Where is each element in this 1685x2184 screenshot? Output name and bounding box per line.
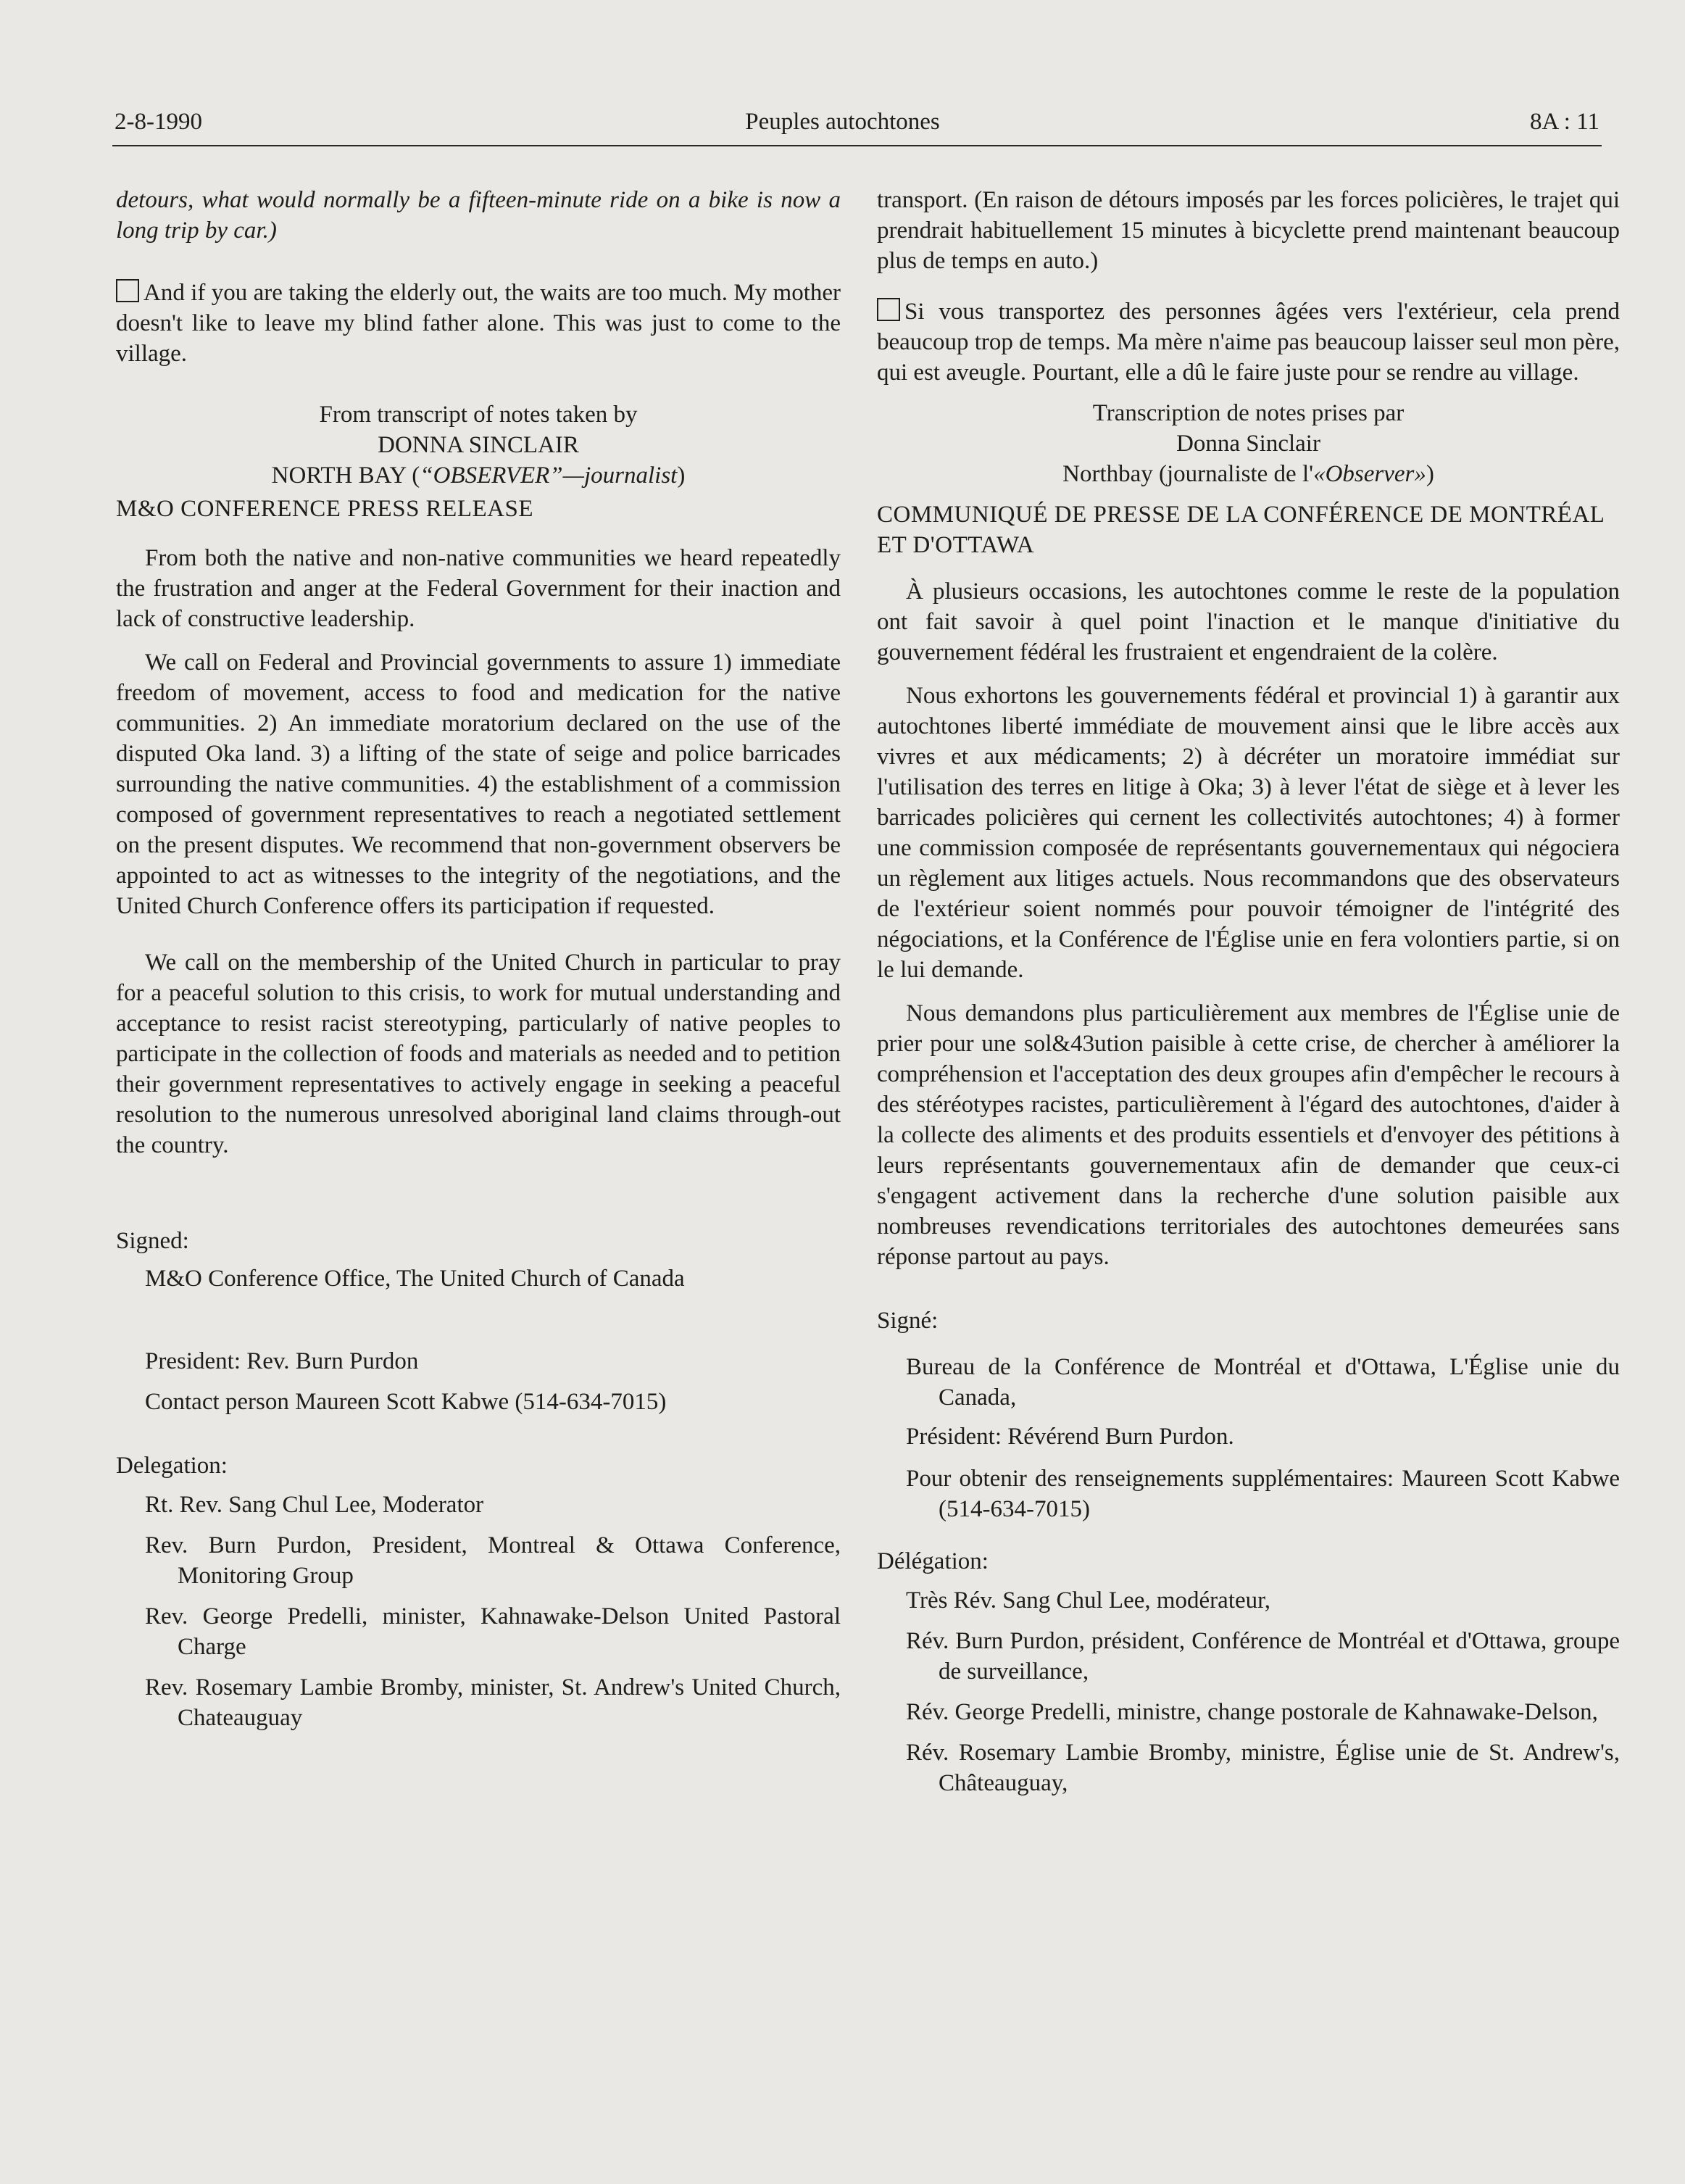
- checkbox-icon: [877, 298, 900, 321]
- signed-office: M&O Conference Office, The United Church of Canada: [145, 1266, 685, 1292]
- intro-italic: detours, what would normally be a fifteen-minute ride on a bike is now a long trip by car.): [116, 187, 841, 244]
- transcript-line1: From transcript of notes taken by: [319, 402, 638, 428]
- paragraph-3: We call on the membership of the United Church in particular to pray for a peaceful solution to this crisis, to work for mutual understanding and acceptance to resist racist stereotyping, particularly of native peoples to participate in the collection of foods and materials as needed and to petition their government representatives to actively engage in seeking a peaceful resolution to the numerous unresolved aboriginal land claims through-out the country.: [116, 950, 841, 1158]
- checkbox-icon: [116, 279, 139, 302]
- paragraph-2: We call on Federal and Provincial governments to assure 1) immediate freedom of movement, access to food and medication for the native communities. 2) An immediate moratorium declared on the use of the disputed Oka land. 3) a lifting of the state of seige and police barricades surrounding the native communities. 4) the establishment of a commission composed of government representatives to reach a negotiated settlement on the present disputes. We recommend that non-government observers be appointed to act as witnesses to the integrity of the negotiations, and the United Church Conference offers its participation if requested.: [116, 649, 841, 919]
- delegate-item: Rev. Burn Purdon, President, Montreal & Ottawa Conference, Monitoring Group: [145, 1532, 841, 1589]
- transcript-line3: NORTH BAY (“OBSERVER”—journalist): [271, 462, 686, 489]
- delegate-item: Très Rév. Sang Chul Lee, modérateur,: [906, 1587, 1271, 1614]
- paragraph-2: Nous exhortons les gouvernements fédéral et provincial 1) à garantir aux autochtones liberté immédiate de mouvement ainsi que le libre accès aux vivres et aux médicaments; 2) à décréter un moratoire immédiat sur l'utilisation des terres en litige à Oka; 3) à lever l'état de siège et à lever les barricades policières qui cernent les collectivités autochtones; 4) à former une commission composée de représentants gouvernementaux qui négociera un règlement aux litiges actuels. Nous recommandons que des observateurs de l'extérieur soient nommés pour pouvoir témoigner de l'intégrité des négociations, et la Conférence de l'Église unie en fera volontiers partie, si on le lui demande.: [877, 683, 1620, 983]
- elderly-paragraph-block: [877, 296, 1620, 388]
- elderly-paragraph: And if you are taking the elderly out, the waits are too much. My mother doesn't like to leave my blind father alone. This was just to come to the village.: [116, 280, 841, 367]
- transcript-line3: Northbay (journaliste de l'«Observer»): [1062, 461, 1434, 487]
- signed-office: Bureau de la Conférence de Montréal et d'Ottawa, L'Église unie du Canada,: [906, 1354, 1620, 1411]
- signed-president: President: Rev. Burn Purdon: [145, 1348, 419, 1374]
- elderly-paragraph-block: [116, 278, 841, 369]
- signed-contact: Pour obtenir des renseignements supplémentaires: Maureen Scott Kabwe (514-634-7015): [906, 1466, 1620, 1522]
- signed-label: Signed:: [116, 1228, 189, 1254]
- signed-president: Président: Révérend Burn Purdon.: [906, 1424, 1234, 1450]
- transcript-line2: Donna Sinclair: [1176, 431, 1320, 457]
- delegate-item: Rév. George Predelli, ministre, change postorale de Kahnawake-Delson,: [906, 1699, 1598, 1725]
- delegate-item: Rev. Rosemary Lambie Bromby, minister, St. Andrew's United Church, Chateauguay: [145, 1674, 841, 1731]
- header-title: Peuples autochtones: [745, 109, 940, 135]
- transcript-line1: Transcription de notes prises par: [1092, 400, 1405, 426]
- delegate-item: Rt. Rev. Sang Chul Lee, Moderator: [145, 1492, 484, 1518]
- delegation-label: Délégation:: [877, 1548, 989, 1574]
- paragraph-3: Nous demandons plus particulièrement aux membres de l'Église unie de prier pour une sol&43ution paisible à cette crise, de chercher à améliorer la compréhension et l'acceptation des deux groupes afin d'empêcher le recours à des stéréotypes racistes, particulièrement à l'égard des autochtones, d'aider à la collecte des aliments et des produits essentiels et d'envoyer des pétitions à leurs représentants gouvernementaux afin de demander que ceux-ci s'engagent activement dans la recherche d'une solution paisible aux nombreuses revendications territoriales des autochtones demeurées sans réponse partout au pays.: [877, 1000, 1620, 1270]
- press-heading: M&O CONFERENCE PRESS RELEASE: [116, 496, 533, 522]
- delegate-item: Rév. Rosemary Lambie Bromby, ministre, Église unie de St. Andrew's, Châteauguay,: [906, 1740, 1620, 1796]
- transcript-line2: DONNA SINCLAIR: [378, 432, 579, 458]
- header-page-number: 8A : 11: [1530, 109, 1599, 135]
- paragraph-1: À plusieurs occasions, les autochtones comme le reste de la population ont fait savoir à quel point l'inaction et le manque d'initiative du gouvernement fédéral les frustraient et engendraient de la colère.: [877, 578, 1620, 665]
- signed-label: Signé:: [877, 1308, 939, 1334]
- header-date: 2-8-1990: [115, 109, 202, 135]
- header-rule: [112, 145, 1602, 146]
- delegate-item: Rev. George Predelli, minister, Kahnawake-Delson United Pastoral Charge: [145, 1603, 841, 1660]
- elderly-paragraph: Si vous transportez des personnes âgées vers l'extérieur, cela prend beaucoup trop de temps. Ma mère n'aime pas beaucoup laisser seul mon père, qui est aveugle. Pourtant, elle a dû le faire juste pour se rendre au village.: [877, 299, 1620, 386]
- french-column: [877, 185, 1620, 1798]
- delegation-label: Delegation:: [116, 1453, 228, 1479]
- intro: transport. (En raison de détours imposés par les forces policières, le trajet qui prendrait habituellement 15 minutes à bicyclette prend maintenant beaucoup plus de temps en auto.): [877, 187, 1620, 274]
- transcript-credit: [116, 399, 841, 491]
- delegate-item: Rév. Burn Purdon, président, Conférence de Montréal et d'Ottawa, groupe de surveillance,: [906, 1628, 1620, 1685]
- signed-contact: Contact person Maureen Scott Kabwe (514-634-7015): [145, 1389, 667, 1415]
- english-column: [116, 185, 841, 1733]
- paragraph-1: From both the native and non-native communities we heard repeatedly the frustration and anger at the Federal Government for their inaction and lack of constructive leadership.: [116, 545, 841, 632]
- transcript-credit: [877, 398, 1620, 489]
- press-heading: COMMUNIQUÉ DE PRESSE DE LA CONFÉRENCE DE MONTRÉAL ET D'OTTAWA: [877, 502, 1605, 558]
